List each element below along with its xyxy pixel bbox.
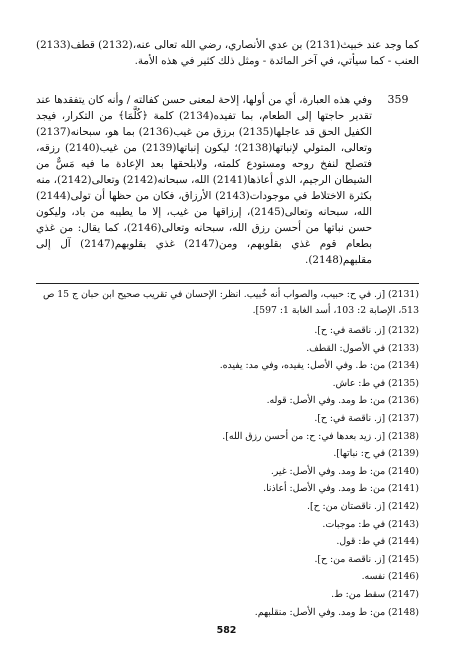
footnote: (2144) في ط: قول. bbox=[336, 536, 419, 548]
footnote: (2147) سقط من: ط. bbox=[331, 588, 419, 600]
footnote: (2141) من: ط ومد. وفي الأصل: أعاذنا. bbox=[263, 483, 419, 495]
footnote: (2148) من: ط ومد. وفي الأصل: منقلبهم. bbox=[254, 606, 419, 618]
footnote: (2133) في الأصول: القطف. bbox=[306, 342, 419, 354]
paragraph-number: 359 bbox=[387, 93, 409, 106]
footnote: (2143) في ط: موجبات. bbox=[322, 518, 419, 530]
footnotes-list bbox=[36, 287, 419, 621]
paragraph-359-text: وفي هذه العبارة، أي من أولها، إلاحة لمعنى حسن كفالته / وأنه كان يتفقدها عند تقدير حاجتها إلى الطعام، بما تفيده(2134) كلمة ﴿كُلَّمَا﴾ من التكرار، فيجد الكفيل الحق قد عاجلها(2135) برزق من غيب(2136) بما هو، سبحانه(2137) وتعالى، المتولي لإنباتها(2138)؛ ليكون إنباتها(2139) من غيب(2140) رزقه، فتصلح لنفخ روحه ومستودع كلمته، ولابلحقها بعد الإعادة ما فيه مَسٌّ من الشيطان الرجيم، الذي أعاذها(2141) الله، سبحانه(2142) وتعالى(2142)، منه بكثرة الاختلاط في موجودات(2143) الأرزاق، فكان من حظها أن تولى(2144) الله، سبحانه وتعالى(2145)، إرزاقها من غيب، إلا ما يطيبه من باد، وليكون حسن نباتها من أحسن رزق الله، سبحانه وتعالى(2146)، كما يقال: من غذي بطعام قوم غذي بقلوبهم، ومن(2147) غذي بقلوبهم(2147) آل إلى مقلبهم(2148). bbox=[36, 94, 373, 266]
footnote: (2142) [ز. ناقصتان من: ح]. bbox=[307, 500, 419, 512]
footnote: (2146) نفسه. bbox=[361, 571, 419, 583]
footnote: (2137) [ز. ناقصة في: ح]. bbox=[314, 412, 419, 424]
continued-paragraph: كما وجد عند خبيث(2131) بن عدي الأنصاري، رضي الله تعالى عنه،(2132) قطف(2133) العنب - كما سيأتي، في آخر المائدة - ومثل ذلك كثير في هذه الأمة. bbox=[36, 39, 419, 67]
footnote: (2140) من: ط ومد. وفي الأصل: غير. bbox=[270, 465, 419, 477]
footnote-separator bbox=[36, 283, 419, 284]
footnote: (2136) من: ط ومد. وفي الأصل: قوله. bbox=[266, 395, 419, 407]
footnote: (2131) [ز. في ح: حبيب، والصواب أنه خُبيب. انظر: الإحسان في تقريب صحيح ابن حبان ج 15 ص 513، الإصابة 2: 103، أسد الغابة 1: 597]. bbox=[43, 289, 419, 316]
page-number: 582 bbox=[216, 625, 237, 636]
footnote: (2135) في ط: عاش. bbox=[332, 377, 419, 389]
footnote: (2138) [ز. زيد بعدها في: ح: من أحسن رزق الله]. bbox=[222, 430, 419, 442]
footnote: (2145) [ز. ناقصة من: ح]. bbox=[314, 553, 419, 565]
footnote: (2139) في ح: نباتها]. bbox=[333, 448, 419, 460]
footnote: (2132) [ز. ناقصة في: ح]. bbox=[314, 325, 419, 336]
footnote: (2134) من: ط. وفي الأصل: يفيده، وفي مد: يفيده. bbox=[219, 360, 419, 372]
